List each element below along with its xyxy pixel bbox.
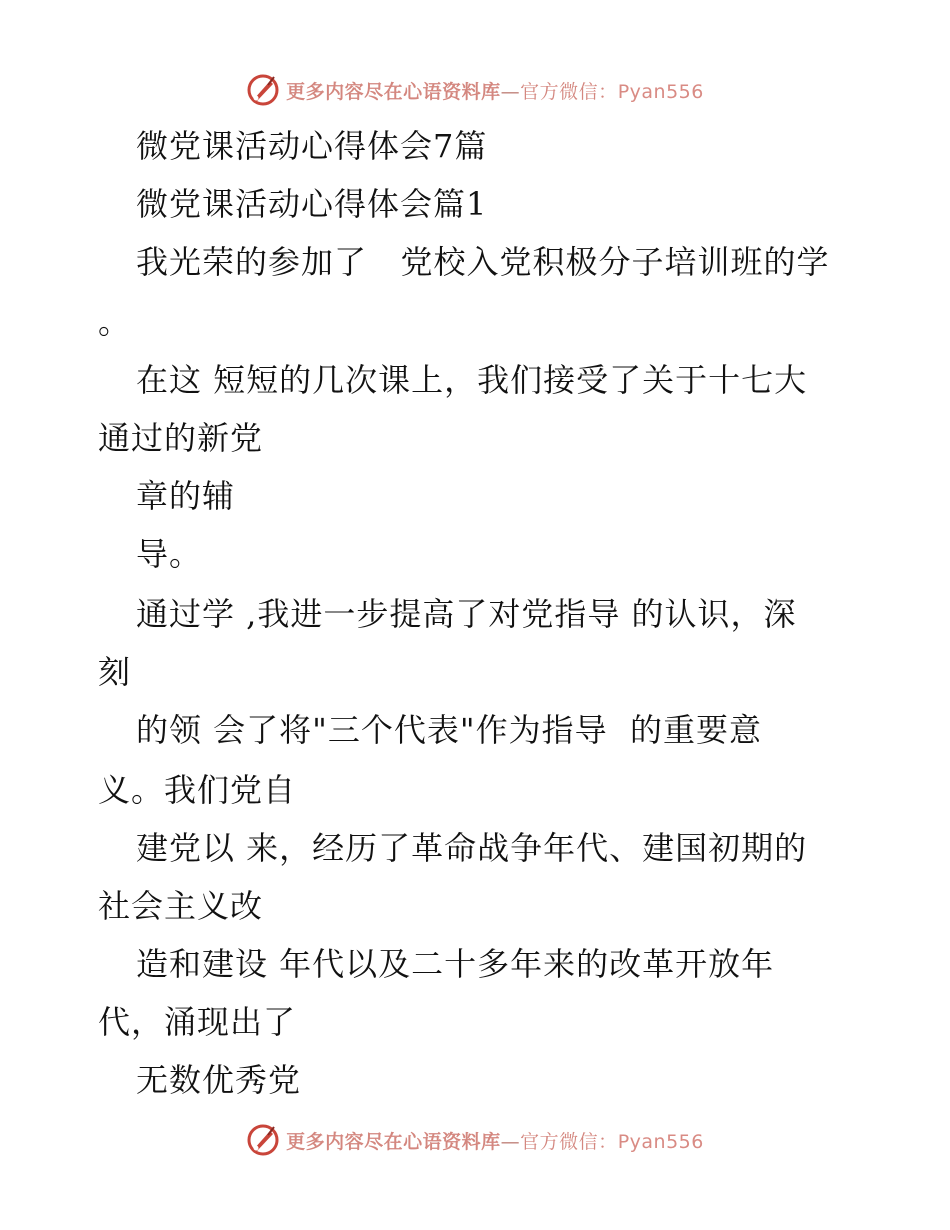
paragraph-line: 的领 会了将"三个代表"作为指导 的重要意 — [136, 711, 762, 749]
paragraph-line: 社会主义改 — [98, 887, 264, 925]
paragraph-line: 。 — [98, 303, 132, 341]
watermark-text: 更多内容尽在心语资料库—官方微信：Pyan556 — [286, 1130, 704, 1153]
paragraph-line: 在这 短短的几次课上，我们接受了关于十七大 — [136, 361, 808, 399]
paragraph-line: 代，涌现出了 — [98, 1003, 297, 1041]
quill-pen-seal-icon — [246, 73, 280, 107]
paragraph-line: 导。 — [136, 535, 203, 573]
quill-pen-seal-icon — [246, 1123, 280, 1157]
paragraph-line: 刻 — [98, 653, 132, 691]
doc-subtitle: 微党课活动心得体会篇1 — [136, 185, 488, 223]
paragraph-line: 建党以 来，经历了革命战争年代、建国初期的 — [136, 829, 808, 867]
paragraph-line: 造和建设 年代以及二十多年来的改革开放年 — [136, 945, 775, 983]
header-watermark — [0, 72, 950, 108]
paragraph-line: 章的辅 — [136, 477, 236, 515]
paragraph-line: 通过的新党 — [98, 419, 264, 457]
watermark-text: 更多内容尽在心语资料库—官方微信：Pyan556 — [286, 80, 704, 103]
doc-title: 微党课活动心得体会7篇 — [136, 127, 488, 165]
paragraph-line: 我光荣的参加了 党校入党积极分子培训班的学 — [136, 243, 830, 281]
paragraph-line: 通过学 ,我进一步提高了对党指导 的认识，深 — [136, 595, 797, 633]
paragraph-line: 义。我们党自 — [98, 771, 297, 809]
footer-watermark — [0, 1122, 950, 1158]
paragraph-line: 无数优秀党 — [136, 1061, 302, 1099]
